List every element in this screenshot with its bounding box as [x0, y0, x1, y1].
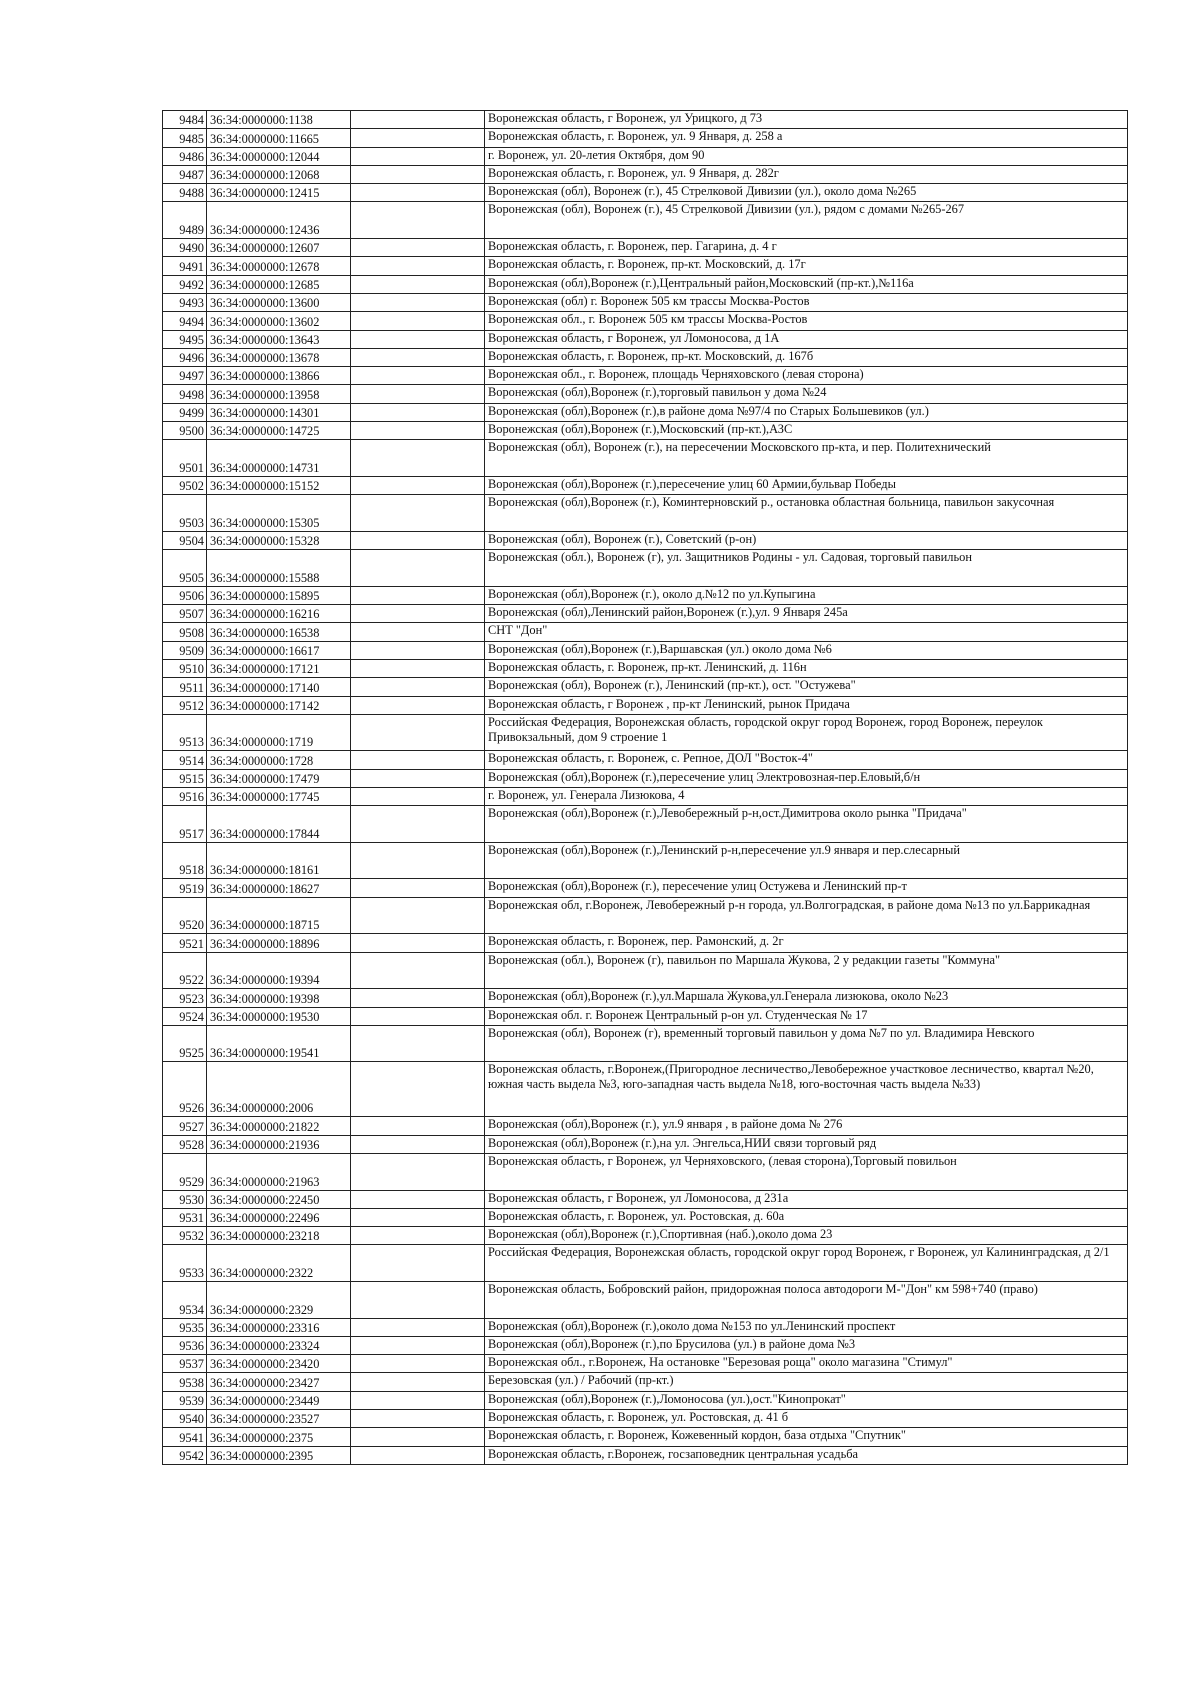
table-row: [163, 605, 1128, 623]
empty-cell: [351, 1190, 485, 1208]
empty-cell: [351, 257, 485, 275]
empty-cell: [351, 147, 485, 165]
row-number-cell: 9537: [163, 1355, 207, 1373]
table-row: [163, 1373, 1128, 1391]
table-row: [163, 586, 1128, 604]
cadastral-number-cell: 36:34:0000000:12678: [207, 257, 351, 275]
address-cell: Воронежская (обл),Воронеж (г.),на ул. Энгельса,НИИ связи торговый ряд: [485, 1135, 1128, 1153]
address-cell: Воронежская (обл), Воронеж (г), временный торговый павильон у дома №7 по ул. Владимира Невского: [485, 1025, 1128, 1062]
cadastral-number-cell: 36:34:0000000:18161: [207, 842, 351, 879]
empty-cell: [351, 586, 485, 604]
cadastral-number-cell: 36:34:0000000:16617: [207, 641, 351, 659]
row-number-cell: 9510: [163, 659, 207, 677]
cadastral-number-cell: 36:34:0000000:12436: [207, 202, 351, 239]
address-cell: Воронежская (обл),Воронеж (г.),в районе дома №97/4 по Старых Большевиков (ул.): [485, 403, 1128, 421]
address-cell: Воронежская (обл),Воронеж (г.),по Брусилова (ул.) в районе дома №3: [485, 1336, 1128, 1354]
cadastral-number-cell: 36:34:0000000:19398: [207, 989, 351, 1007]
table-row: [163, 330, 1128, 348]
row-number-cell: 9506: [163, 586, 207, 604]
empty-cell: [351, 806, 485, 843]
row-number-cell: 9494: [163, 312, 207, 330]
cadastral-number-cell: 36:34:0000000:15152: [207, 476, 351, 494]
address-cell: Воронежская (обл),Воронеж (г.),пересечение улиц Электровозная-пер.Еловый,б/н: [485, 769, 1128, 787]
empty-cell: [351, 111, 485, 129]
table-row: [163, 769, 1128, 787]
address-cell: Воронежская (обл),Воронеж (г.),Варшавская (ул.) около дома №6: [485, 641, 1128, 659]
empty-cell: [351, 531, 485, 549]
table-row: [163, 623, 1128, 641]
row-number-cell: 9495: [163, 330, 207, 348]
table-row: [163, 842, 1128, 879]
empty-cell: [351, 659, 485, 677]
address-cell: СНТ "Дон": [485, 623, 1128, 641]
address-cell: Воронежская (обл),Воронеж (г.),Ломоносова (ул.),ост."Кинопрокат": [485, 1391, 1128, 1409]
address-cell: Воронежская (обл),Воронеж (г.),Центральный район,Московский (пр-кт.),№116а: [485, 275, 1128, 293]
table-row: [163, 806, 1128, 843]
row-number-cell: 9532: [163, 1227, 207, 1245]
table-row: [163, 403, 1128, 421]
row-number-cell: 9518: [163, 842, 207, 879]
row-number-cell: 9484: [163, 111, 207, 129]
cadastral-number-cell: 36:34:0000000:14725: [207, 422, 351, 440]
address-cell: Воронежская (обл),Воронеж (г.),около дома №153 по ул.Ленинский проспект: [485, 1318, 1128, 1336]
row-number-cell: 9491: [163, 257, 207, 275]
empty-cell: [351, 129, 485, 147]
row-number-cell: 9486: [163, 147, 207, 165]
address-cell: Воронежская (обл),Воронеж (г.), ул.9 января , в районе дома № 276: [485, 1117, 1128, 1135]
table-row: [163, 989, 1128, 1007]
address-cell: Воронежская область, г. Воронеж, пр-кт. Ленинский, д. 116н: [485, 659, 1128, 677]
table-row: [163, 934, 1128, 952]
address-cell: Воронежская область, г Воронеж, ул Ломоносова, д 231а: [485, 1190, 1128, 1208]
empty-cell: [351, 1208, 485, 1226]
empty-cell: [351, 1025, 485, 1062]
row-number-cell: 9499: [163, 403, 207, 421]
cadastral-number-cell: 36:34:0000000:22496: [207, 1208, 351, 1226]
address-cell: Воронежская обл, г.Воронеж, Левобережный р-н города, ул.Волгоградская, в районе дома №13 по ул.Баррикадная: [485, 897, 1128, 934]
empty-cell: [351, 842, 485, 879]
row-number-cell: 9496: [163, 348, 207, 366]
address-cell: Воронежская обл., г. Воронеж, площадь Черняховского (левая сторона): [485, 367, 1128, 385]
table-row: [163, 111, 1128, 129]
cadastral-number-cell: 36:34:0000000:21822: [207, 1117, 351, 1135]
row-number-cell: 9534: [163, 1282, 207, 1319]
empty-cell: [351, 623, 485, 641]
table-row: [163, 1208, 1128, 1226]
address-cell: Воронежская область, г. Воронеж, ул. 9 Января, д. 258 а: [485, 129, 1128, 147]
table-row: [163, 1446, 1128, 1464]
table-row: [163, 1062, 1128, 1117]
cadastral-number-cell: 36:34:0000000:12607: [207, 239, 351, 257]
cadastral-number-cell: 36:34:0000000:2395: [207, 1446, 351, 1464]
address-cell: Воронежская область, г. Воронеж, пр-кт. Московский, д. 17г: [485, 257, 1128, 275]
address-cell: Воронежская обл., г. Воронеж 505 км трассы Москва-Ростов: [485, 312, 1128, 330]
row-number-cell: 9520: [163, 897, 207, 934]
row-number-cell: 9528: [163, 1135, 207, 1153]
table-row: [163, 165, 1128, 183]
row-number-cell: 9541: [163, 1428, 207, 1446]
cadastral-number-cell: 36:34:0000000:15328: [207, 531, 351, 549]
table-row: [163, 1007, 1128, 1025]
empty-cell: [351, 1336, 485, 1354]
cadastral-number-cell: 36:34:0000000:13958: [207, 385, 351, 403]
table-row: [163, 641, 1128, 659]
address-cell: Воронежская (обл), Воронеж (г.), на пересечении Московского пр-кта, и пер. Политехнический: [485, 440, 1128, 477]
empty-cell: [351, 184, 485, 202]
empty-cell: [351, 714, 485, 751]
row-number-cell: 9511: [163, 678, 207, 696]
empty-cell: [351, 989, 485, 1007]
empty-cell: [351, 1227, 485, 1245]
table-row: [163, 1282, 1128, 1319]
row-number-cell: 9505: [163, 550, 207, 587]
row-number-cell: 9497: [163, 367, 207, 385]
cadastral-number-cell: 36:34:0000000:13678: [207, 348, 351, 366]
table-row: [163, 1117, 1128, 1135]
row-number-cell: 9508: [163, 623, 207, 641]
row-number-cell: 9490: [163, 239, 207, 257]
cadastral-number-cell: 36:34:0000000:17844: [207, 806, 351, 843]
empty-cell: [351, 787, 485, 805]
empty-cell: [351, 751, 485, 769]
address-cell: Воронежская (обл),Воронеж (г.), около д.№12 по ул.Купыгина: [485, 586, 1128, 604]
row-number-cell: 9500: [163, 422, 207, 440]
cadastral-number-cell: 36:34:0000000:13602: [207, 312, 351, 330]
row-number-cell: 9521: [163, 934, 207, 952]
cadastral-number-cell: 36:34:0000000:17121: [207, 659, 351, 677]
address-cell: Воронежская область, г Воронеж, ул Урицкого, д 73: [485, 111, 1128, 129]
table-row: [163, 1025, 1128, 1062]
table-row: [163, 1336, 1128, 1354]
row-number-cell: 9502: [163, 476, 207, 494]
address-cell: Воронежская (обл),Воронеж (г.),ул.Маршала Жукова,ул.Генерала лизюкова, около №23: [485, 989, 1128, 1007]
table-row: [163, 239, 1128, 257]
registry-body: [163, 111, 1128, 1465]
table-row: [163, 147, 1128, 165]
row-number-cell: 9529: [163, 1153, 207, 1190]
row-number-cell: 9503: [163, 495, 207, 532]
table-row: [163, 952, 1128, 989]
table-row: [163, 1410, 1128, 1428]
address-cell: Воронежская область, Бобровский район, придорожная полоса автодороги М-"Дон" км 598+740 (право): [485, 1282, 1128, 1319]
table-row: [163, 1135, 1128, 1153]
row-number-cell: 9501: [163, 440, 207, 477]
table-row: [163, 531, 1128, 549]
address-cell: Воронежская область, г Воронеж, ул Черняховского, (левая сторона),Торговый повильон: [485, 1153, 1128, 1190]
empty-cell: [351, 879, 485, 897]
empty-cell: [351, 641, 485, 659]
cadastral-number-cell: 36:34:0000000:1719: [207, 714, 351, 751]
cadastral-number-cell: 36:34:0000000:16538: [207, 623, 351, 641]
cadastral-number-cell: 36:34:0000000:15305: [207, 495, 351, 532]
cadastral-number-cell: 36:34:0000000:13866: [207, 367, 351, 385]
row-number-cell: 9489: [163, 202, 207, 239]
empty-cell: [351, 696, 485, 714]
row-number-cell: 9539: [163, 1391, 207, 1409]
address-cell: Воронежская (обл),Воронеж (г.),Ленинский р-н,пересечение ул.9 января и пер.слесарный: [485, 842, 1128, 879]
table-row: [163, 1227, 1128, 1245]
table-row: [163, 879, 1128, 897]
address-cell: Воронежская (обл),Воронеж (г.), пересечение улиц Остужева и Ленинский пр-т: [485, 879, 1128, 897]
row-number-cell: 9522: [163, 952, 207, 989]
table-row: [163, 440, 1128, 477]
row-number-cell: 9514: [163, 751, 207, 769]
address-cell: Воронежская область, г. Воронеж, ул. Ростовская, д. 41 б: [485, 1410, 1128, 1428]
empty-cell: [351, 202, 485, 239]
cadastral-number-cell: 36:34:0000000:13600: [207, 293, 351, 311]
table-row: [163, 1153, 1128, 1190]
table-row: [163, 751, 1128, 769]
row-number-cell: 9540: [163, 1410, 207, 1428]
cadastral-number-cell: 36:34:0000000:22450: [207, 1190, 351, 1208]
cadastral-number-cell: 36:34:0000000:2006: [207, 1062, 351, 1117]
table-row: [163, 550, 1128, 587]
table-row: [163, 275, 1128, 293]
address-cell: Воронежская (обл),Воронеж (г.),пересечение улиц 60 Армии,бульвар Победы: [485, 476, 1128, 494]
address-cell: Воронежская область, г. Воронеж, ул. Ростовская, д. 60а: [485, 1208, 1128, 1226]
empty-cell: [351, 1153, 485, 1190]
empty-cell: [351, 1373, 485, 1391]
address-cell: Воронежская (обл),Воронеж (г.),Московский (пр-кт.),АЗС: [485, 422, 1128, 440]
cadastral-number-cell: 36:34:0000000:14301: [207, 403, 351, 421]
row-number-cell: 9493: [163, 293, 207, 311]
table-row: [163, 1190, 1128, 1208]
empty-cell: [351, 348, 485, 366]
address-cell: Воронежская (обл), Воронеж (г.), 45 Стрелковой Дивизии (ул.), около дома №265: [485, 184, 1128, 202]
cadastral-number-cell: 36:34:0000000:23427: [207, 1373, 351, 1391]
address-cell: Воронежская (обл), Воронеж (г.), 45 Стрелковой Дивизии (ул.), рядом с домами №265-267: [485, 202, 1128, 239]
row-number-cell: 9488: [163, 184, 207, 202]
address-cell: Воронежская (обл) г. Воронеж 505 км трассы Москва-Ростов: [485, 293, 1128, 311]
cadastral-number-cell: 36:34:0000000:19541: [207, 1025, 351, 1062]
row-number-cell: 9533: [163, 1245, 207, 1282]
table-row: [163, 1355, 1128, 1373]
row-number-cell: 9538: [163, 1373, 207, 1391]
cadastral-number-cell: 36:34:0000000:17745: [207, 787, 351, 805]
row-number-cell: 9507: [163, 605, 207, 623]
address-cell: Российская Федерация, Воронежская область, городской округ город Воронеж, г Воронеж, ул Калининградская, д 2/1: [485, 1245, 1128, 1282]
cadastral-number-cell: 36:34:0000000:15895: [207, 586, 351, 604]
table-row: [163, 714, 1128, 751]
empty-cell: [351, 952, 485, 989]
empty-cell: [351, 1355, 485, 1373]
cadastral-number-cell: 36:34:0000000:14731: [207, 440, 351, 477]
address-cell: Воронежская (обл),Воронеж (г.),Спортивная (наб.),около дома 23: [485, 1227, 1128, 1245]
cadastral-number-cell: 36:34:0000000:12415: [207, 184, 351, 202]
cadastral-number-cell: 36:34:0000000:1138: [207, 111, 351, 129]
cadastral-number-cell: 36:34:0000000:12044: [207, 147, 351, 165]
row-number-cell: 9516: [163, 787, 207, 805]
empty-cell: [351, 1007, 485, 1025]
cadastral-number-cell: 36:34:0000000:21936: [207, 1135, 351, 1153]
cadastral-number-cell: 36:34:0000000:2329: [207, 1282, 351, 1319]
empty-cell: [351, 440, 485, 477]
row-number-cell: 9519: [163, 879, 207, 897]
empty-cell: [351, 422, 485, 440]
cadastral-number-cell: 36:34:0000000:17479: [207, 769, 351, 787]
table-row: [163, 476, 1128, 494]
table-row: [163, 495, 1128, 532]
address-cell: Воронежская область, г.Воронеж, госзаповедник центральная усадьба: [485, 1446, 1128, 1464]
table-row: [163, 202, 1128, 239]
row-number-cell: 9531: [163, 1208, 207, 1226]
cadastral-number-cell: 36:34:0000000:2375: [207, 1428, 351, 1446]
address-cell: Березовская (ул.) / Рабочий (пр-кт.): [485, 1373, 1128, 1391]
empty-cell: [351, 1117, 485, 1135]
address-cell: Российская Федерация, Воронежская область, городской округ город Воронеж, город Воронеж, переулок Привокзальный, дом 9 строение 1: [485, 714, 1128, 751]
row-number-cell: 9526: [163, 1062, 207, 1117]
row-number-cell: 9498: [163, 385, 207, 403]
cadastral-number-cell: 36:34:0000000:16216: [207, 605, 351, 623]
empty-cell: [351, 550, 485, 587]
cadastral-number-cell: 36:34:0000000:15588: [207, 550, 351, 587]
row-number-cell: 9535: [163, 1318, 207, 1336]
address-cell: Воронежская область, г. Воронеж, пр-кт. Московский, д. 167б: [485, 348, 1128, 366]
empty-cell: [351, 476, 485, 494]
row-number-cell: 9523: [163, 989, 207, 1007]
empty-cell: [351, 165, 485, 183]
table-row: [163, 184, 1128, 202]
empty-cell: [351, 769, 485, 787]
address-cell: Воронежская (обл),Воронеж (г.),торговый павильон у дома №24: [485, 385, 1128, 403]
empty-cell: [351, 239, 485, 257]
empty-cell: [351, 312, 485, 330]
row-number-cell: 9525: [163, 1025, 207, 1062]
address-cell: Воронежская область, г Воронеж , пр-кт Ленинский, рынок Придача: [485, 696, 1128, 714]
cadastral-number-cell: 36:34:0000000:18896: [207, 934, 351, 952]
empty-cell: [351, 495, 485, 532]
address-cell: Воронежская обл., г.Воронеж, На остановке "Березовая роща" около магазина "Стимул": [485, 1355, 1128, 1373]
address-cell: Воронежская (обл), Воронеж (г.), Советский (р-он): [485, 531, 1128, 549]
cadastral-number-cell: 36:34:0000000:19530: [207, 1007, 351, 1025]
address-cell: Воронежская (обл.), Воронеж (г), ул. Защитников Родины - ул. Садовая, торговый павильон: [485, 550, 1128, 587]
address-cell: г. Воронеж, ул. Генерала Лизюкова, 4: [485, 787, 1128, 805]
empty-cell: [351, 934, 485, 952]
empty-cell: [351, 1428, 485, 1446]
empty-cell: [351, 1446, 485, 1464]
empty-cell: [351, 367, 485, 385]
row-number-cell: 9515: [163, 769, 207, 787]
empty-cell: [351, 1318, 485, 1336]
table-row: [163, 678, 1128, 696]
cadastral-number-cell: 36:34:0000000:18715: [207, 897, 351, 934]
table-row: [163, 1391, 1128, 1409]
cadastral-number-cell: 36:34:0000000:23527: [207, 1410, 351, 1428]
table-row: [163, 696, 1128, 714]
cadastral-number-cell: 36:34:0000000:11665: [207, 129, 351, 147]
address-cell: г. Воронеж, ул. 20-летия Октября, дом 90: [485, 147, 1128, 165]
table-row: [163, 422, 1128, 440]
address-cell: Воронежская обл. г. Воронеж Центральный р-он ул. Студенческая № 17: [485, 1007, 1128, 1025]
table-row: [163, 348, 1128, 366]
empty-cell: [351, 897, 485, 934]
table-row: [163, 293, 1128, 311]
cadastral-number-cell: 36:34:0000000:2322: [207, 1245, 351, 1282]
row-number-cell: 9542: [163, 1446, 207, 1464]
table-row: [163, 897, 1128, 934]
table-row: [163, 1428, 1128, 1446]
address-cell: Воронежская область, г. Воронеж, пер. Рамонский, д. 2г: [485, 934, 1128, 952]
cadastral-number-cell: 36:34:0000000:17142: [207, 696, 351, 714]
cadastral-number-cell: 36:34:0000000:19394: [207, 952, 351, 989]
empty-cell: [351, 1282, 485, 1319]
cadastral-number-cell: 36:34:0000000:23316: [207, 1318, 351, 1336]
table-row: [163, 1318, 1128, 1336]
row-number-cell: 9536: [163, 1336, 207, 1354]
row-number-cell: 9517: [163, 806, 207, 843]
address-cell: Воронежская (обл), Воронеж (г.), Ленинский (пр-кт.), ост. "Остужева": [485, 678, 1128, 696]
table-row: [163, 385, 1128, 403]
cadastral-number-cell: 36:34:0000000:12068: [207, 165, 351, 183]
cadastral-number-cell: 36:34:0000000:18627: [207, 879, 351, 897]
cadastral-number-cell: 36:34:0000000:21963: [207, 1153, 351, 1190]
address-cell: Воронежская область, г.Воронеж,(Пригородное лесничество,Левобережное участковое лесничество, квартал №20, южная часть выдела №3, юго-западная часть выдела №18, юго-восточная часть выдела №33): [485, 1062, 1128, 1117]
empty-cell: [351, 605, 485, 623]
cadastral-number-cell: 36:34:0000000:17140: [207, 678, 351, 696]
address-cell: Воронежская область, г. Воронеж, с. Репное, ДОЛ "Восток-4": [485, 751, 1128, 769]
empty-cell: [351, 1062, 485, 1117]
table-row: [163, 1245, 1128, 1282]
row-number-cell: 9512: [163, 696, 207, 714]
empty-cell: [351, 678, 485, 696]
cadastral-number-cell: 36:34:0000000:12685: [207, 275, 351, 293]
registry-table: [162, 110, 1128, 1465]
address-cell: Воронежская (обл),Воронеж (г.),Левобережный р-н,ост.Димитрова около рынка "Придача": [485, 806, 1128, 843]
empty-cell: [351, 1391, 485, 1409]
empty-cell: [351, 293, 485, 311]
address-cell: Воронежская область, г. Воронеж, ул. 9 Января, д. 282г: [485, 165, 1128, 183]
table-row: [163, 129, 1128, 147]
table-row: [163, 787, 1128, 805]
address-cell: Воронежская область, г. Воронеж, пер. Гагарина, д. 4 г: [485, 239, 1128, 257]
cadastral-number-cell: 36:34:0000000:23324: [207, 1336, 351, 1354]
address-cell: Воронежская (обл.), Воронеж (г), павильон по Маршала Жукова, 2 у редакции газеты "Коммуна": [485, 952, 1128, 989]
row-number-cell: 9504: [163, 531, 207, 549]
row-number-cell: 9509: [163, 641, 207, 659]
table-row: [163, 367, 1128, 385]
row-number-cell: 9492: [163, 275, 207, 293]
cadastral-number-cell: 36:34:0000000:23420: [207, 1355, 351, 1373]
row-number-cell: 9530: [163, 1190, 207, 1208]
empty-cell: [351, 385, 485, 403]
row-number-cell: 9513: [163, 714, 207, 751]
cadastral-number-cell: 36:34:0000000:23449: [207, 1391, 351, 1409]
empty-cell: [351, 330, 485, 348]
empty-cell: [351, 1410, 485, 1428]
empty-cell: [351, 1135, 485, 1153]
table-row: [163, 312, 1128, 330]
cadastral-number-cell: 36:34:0000000:1728: [207, 751, 351, 769]
row-number-cell: 9524: [163, 1007, 207, 1025]
table-row: [163, 659, 1128, 677]
row-number-cell: 9485: [163, 129, 207, 147]
cadastral-number-cell: 36:34:0000000:23218: [207, 1227, 351, 1245]
address-cell: Воронежская область, г. Воронеж, Кожевенный кордон, база отдыха "Спутник": [485, 1428, 1128, 1446]
address-cell: Воронежская область, г Воронеж, ул Ломоносова, д 1А: [485, 330, 1128, 348]
table-row: [163, 257, 1128, 275]
empty-cell: [351, 1245, 485, 1282]
empty-cell: [351, 275, 485, 293]
cadastral-number-cell: 36:34:0000000:13643: [207, 330, 351, 348]
address-cell: Воронежская (обл),Ленинский район,Воронеж (г.),ул. 9 Января 245а: [485, 605, 1128, 623]
row-number-cell: 9487: [163, 165, 207, 183]
empty-cell: [351, 403, 485, 421]
address-cell: Воронежская (обл),Воронеж (г.), Коминтерновский р., остановка областная больница, павильон закусочная: [485, 495, 1128, 532]
row-number-cell: 9527: [163, 1117, 207, 1135]
